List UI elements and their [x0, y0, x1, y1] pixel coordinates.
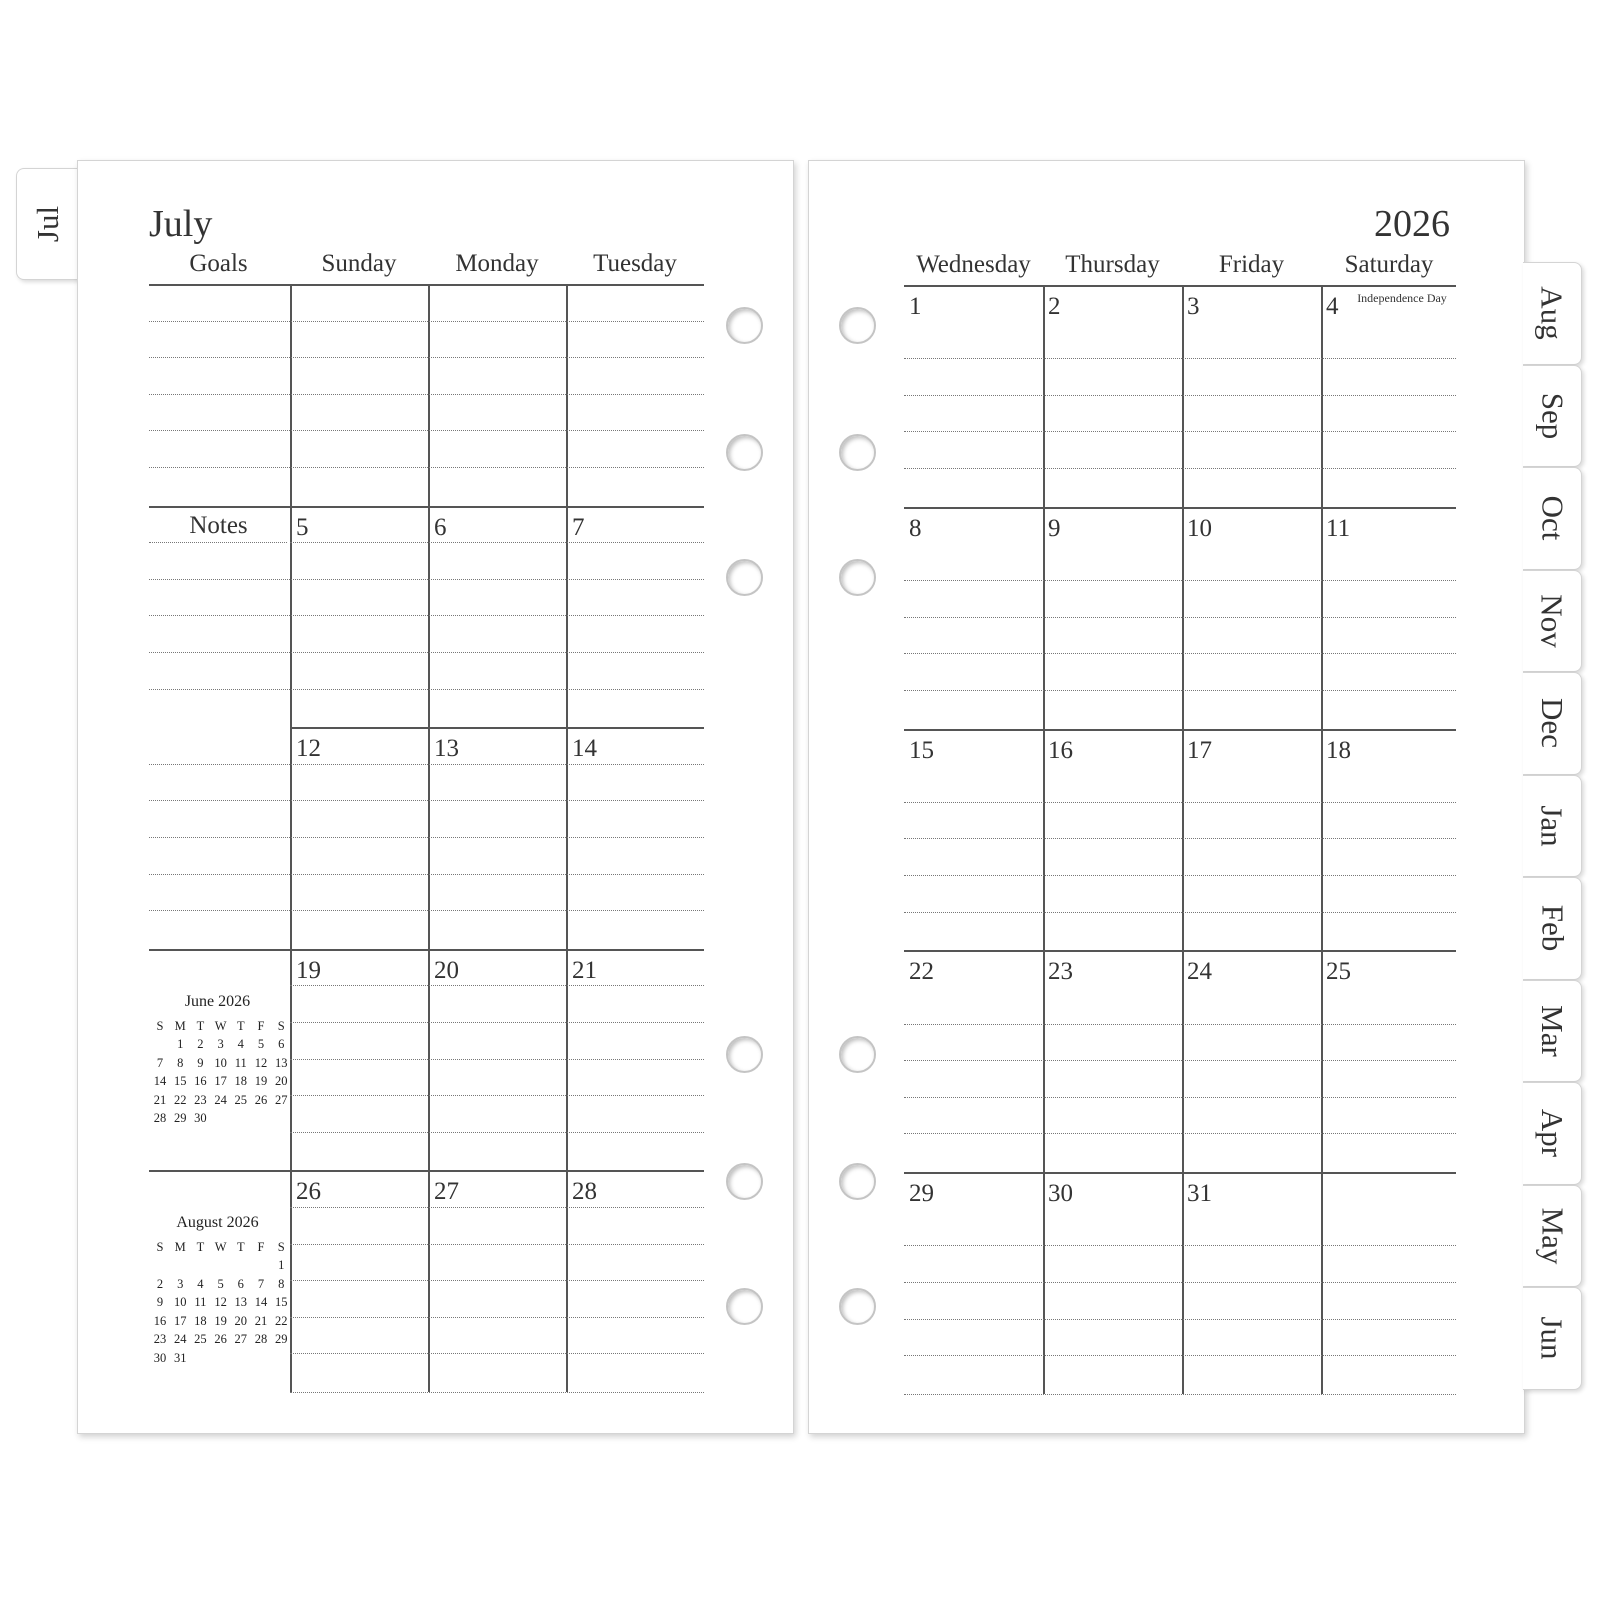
mini-day: 13: [234, 1295, 248, 1309]
day-number: 9: [1048, 514, 1061, 542]
day-number: 23: [1048, 958, 1073, 986]
mini-day: 7: [156, 1055, 164, 1070]
mini-day: 27: [274, 1092, 288, 1107]
mini-day: 26: [214, 1332, 227, 1346]
day-number: 10: [1187, 514, 1212, 542]
column-divider: [1182, 285, 1184, 1394]
mini-weekday-letter: T: [236, 1019, 245, 1033]
mini-weekday-letter: S: [277, 1240, 285, 1254]
mini-day: 31: [173, 1350, 187, 1365]
month-tab-label: Jan: [1534, 805, 1570, 847]
right-page: [808, 160, 1525, 1434]
month-tab-jan[interactable]: [1523, 775, 1582, 878]
column-header: Wednesday: [916, 251, 1031, 278]
month-tab-label: Nov: [1534, 594, 1570, 648]
writing-line: [904, 690, 1456, 691]
writing-line: [149, 764, 704, 765]
mini-day: 13: [274, 1055, 288, 1070]
binder-hole: [839, 1163, 876, 1200]
mini-day: 28: [254, 1332, 268, 1346]
column-divider: [1321, 285, 1323, 1394]
writing-line: [904, 838, 1456, 839]
mini-calendar-title: June 2026: [184, 993, 251, 1010]
week-rule: [149, 506, 704, 508]
column-header: Goals: [189, 250, 248, 277]
column-divider: [428, 284, 430, 1392]
writing-line: [290, 1392, 704, 1393]
mini-day: 25: [194, 1332, 207, 1346]
day-number: 18: [1326, 736, 1351, 764]
writing-line: [290, 542, 704, 543]
mini-weekday-letter: S: [156, 1240, 164, 1254]
mini-day: 9: [197, 1055, 204, 1070]
day-number: 19: [296, 956, 321, 984]
month-tab-label: Jun: [1534, 1316, 1570, 1360]
day-number: 12: [296, 735, 321, 763]
binder-hole: [726, 559, 763, 596]
mini-day: 23: [194, 1092, 207, 1107]
mini-day: 6: [237, 1276, 244, 1291]
mini-day: 24: [173, 1332, 187, 1346]
week-rule: [904, 950, 1456, 952]
mini-day: 4: [237, 1037, 244, 1051]
writing-line: [149, 652, 704, 653]
month-tab-may[interactable]: [1523, 1185, 1582, 1288]
month-tab-label: Mar: [1535, 1004, 1570, 1057]
writing-line: [904, 653, 1456, 654]
day-number: 6: [434, 513, 447, 541]
mini-day: 15: [274, 1295, 288, 1309]
writing-line: [290, 1059, 704, 1060]
binder-hole: [839, 307, 876, 344]
mini-weekday-letter: W: [214, 1240, 227, 1254]
writing-line: [149, 321, 704, 322]
month-tab-oct[interactable]: [1523, 467, 1582, 570]
mini-day: 18: [234, 1074, 248, 1088]
mini-day: 14: [254, 1295, 268, 1309]
column-header: Friday: [1218, 251, 1285, 278]
mini-day: 1: [177, 1037, 184, 1051]
week-rule: [904, 1172, 1456, 1174]
mini-day: 29: [173, 1111, 187, 1125]
day-number: 5: [296, 513, 309, 541]
mini-weekday-letter: T: [196, 1240, 205, 1254]
writing-line: [904, 1133, 1456, 1134]
mini-day: 22: [274, 1313, 288, 1328]
day-number: 21: [572, 956, 597, 984]
writing-line: [290, 1095, 704, 1096]
mini-day: 21: [254, 1313, 268, 1328]
mini-weekday-letter: M: [174, 1019, 186, 1033]
writing-line: [904, 431, 1456, 432]
week-rule: [149, 949, 704, 951]
day-number: 15: [909, 736, 934, 764]
mini-day: 30: [194, 1111, 207, 1125]
day-number: 20: [434, 956, 459, 984]
month-tab-label: May: [1534, 1207, 1570, 1265]
column-header: Tuesday: [593, 250, 677, 277]
binder-hole: [839, 1036, 876, 1073]
writing-line: [904, 912, 1456, 913]
mini-day: 23: [153, 1332, 167, 1346]
mini-day: 21: [153, 1092, 167, 1107]
writing-line: [149, 542, 287, 543]
writing-line: [149, 467, 704, 468]
mini-weekday-letter: W: [214, 1019, 227, 1033]
mini-weekday-letter: M: [174, 1240, 186, 1254]
day-number: 28: [572, 1178, 597, 1206]
mini-day: 9: [156, 1295, 164, 1309]
day-number: 22: [909, 958, 934, 986]
mini-weekday-letter: F: [257, 1019, 265, 1033]
day-number: 31: [1187, 1180, 1212, 1208]
mini-day: 29: [274, 1332, 288, 1346]
holiday-label: Independence Day: [1357, 291, 1447, 305]
writing-line: [149, 800, 704, 801]
writing-line: [904, 875, 1456, 876]
day-number: 25: [1326, 958, 1351, 986]
header-rule: [149, 284, 704, 286]
binder-hole: [839, 1288, 876, 1325]
mini-day: 27: [234, 1332, 248, 1346]
writing-line: [149, 910, 704, 911]
column-header: Thursday: [1065, 251, 1160, 278]
month-tab-label: Sep: [1535, 392, 1570, 439]
writing-line: [149, 394, 704, 395]
writing-line: [904, 1355, 1456, 1356]
mini-day: 16: [194, 1074, 207, 1088]
mini-day: 11: [234, 1055, 247, 1070]
writing-line: [149, 874, 704, 875]
mini-day: 11: [194, 1295, 207, 1309]
mini-day: 10: [173, 1295, 187, 1309]
mini-day: 17: [214, 1074, 227, 1088]
writing-line: [290, 1280, 704, 1281]
writing-line: [904, 1097, 1456, 1098]
week-rule: [904, 507, 1456, 509]
writing-line: [290, 1022, 704, 1023]
writing-line: [149, 615, 704, 616]
day-number: 11: [1326, 514, 1351, 542]
writing-line: [904, 395, 1456, 396]
binder-hole: [726, 1036, 763, 1073]
tab-jul[interactable]: [16, 168, 79, 280]
mini-day: 3: [177, 1276, 184, 1291]
mini-weekday-letter: S: [277, 1019, 285, 1033]
mini-weekday-letter: F: [257, 1240, 265, 1254]
mini-day: 5: [257, 1037, 265, 1051]
mini-day: 19: [254, 1074, 268, 1088]
month-tab-nov[interactable]: [1523, 570, 1582, 673]
writing-line: [149, 579, 704, 580]
writing-line: [904, 1394, 1456, 1395]
binder-hole: [839, 559, 876, 596]
day-number: 29: [909, 1180, 934, 1208]
day-number: 7: [572, 513, 585, 541]
binder-hole: [726, 1163, 763, 1200]
day-number: 26: [296, 1178, 321, 1206]
month-tab-mar[interactable]: [1523, 980, 1582, 1083]
writing-line: [904, 802, 1456, 803]
mini-day: 20: [234, 1313, 248, 1328]
mini-day: 4: [197, 1276, 204, 1291]
writing-line: [149, 837, 704, 838]
writing-line: [149, 430, 704, 431]
writing-line: [290, 1207, 704, 1208]
column-header: Saturday: [1344, 251, 1434, 278]
month-tab-label: Apr: [1535, 1109, 1570, 1158]
day-number: 4: [1326, 293, 1339, 320]
week-rule: [904, 729, 1456, 731]
week-rule: [290, 727, 704, 729]
day-number: 3: [1187, 293, 1200, 320]
month-tab-label: Dec: [1535, 698, 1570, 749]
mini-day: 2: [156, 1276, 164, 1291]
mini-calendar: [150, 993, 290, 1183]
writing-line: [149, 689, 704, 690]
notes-label: Notes: [189, 511, 248, 539]
mini-weekday-letter: T: [236, 1240, 245, 1254]
mini-day: 17: [173, 1313, 187, 1328]
mini-day: 14: [153, 1074, 167, 1088]
mini-day: 15: [173, 1074, 187, 1088]
writing-line: [904, 1024, 1456, 1025]
month-tab-jun[interactable]: [1523, 1287, 1582, 1390]
month-tab-aug[interactable]: [1523, 262, 1582, 365]
month-tab-label: Oct: [1534, 495, 1570, 541]
writing-line: [904, 468, 1456, 469]
binder-hole: [726, 307, 763, 344]
column-divider: [290, 284, 292, 1392]
writing-line: [290, 985, 704, 986]
month-tab-label: Feb: [1535, 905, 1570, 952]
mini-weekday-letter: S: [156, 1019, 164, 1033]
mini-day: 19: [214, 1313, 227, 1328]
mini-day: 6: [278, 1037, 285, 1051]
writing-line: [904, 617, 1456, 618]
mini-day: 24: [214, 1092, 227, 1107]
mini-day: 22: [173, 1092, 187, 1107]
binder-hole: [839, 434, 876, 471]
mini-day: 7: [257, 1276, 265, 1291]
day-number: 14: [572, 735, 597, 763]
mini-day: 20: [274, 1074, 288, 1088]
writing-line: [149, 357, 704, 358]
mini-day: 8: [278, 1276, 285, 1291]
column-header: Monday: [455, 250, 539, 277]
month-tab-dec[interactable]: [1523, 672, 1582, 775]
day-number: 17: [1187, 736, 1212, 764]
day-number: 1: [909, 293, 922, 320]
mini-day: 10: [214, 1055, 227, 1070]
header-rule: [904, 285, 1456, 287]
mini-day: 2: [197, 1037, 204, 1051]
day-number: 27: [434, 1178, 459, 1206]
mini-day: 18: [194, 1313, 207, 1328]
writing-line: [904, 358, 1456, 359]
day-number: 30: [1048, 1180, 1073, 1208]
month-tab-apr[interactable]: [1523, 1082, 1582, 1185]
mini-calendar: [150, 1214, 290, 1404]
writing-line: [904, 1319, 1456, 1320]
month-tab-label: Aug: [1534, 286, 1570, 340]
day-number: 8: [909, 514, 922, 542]
column-divider: [1043, 285, 1045, 1394]
column-header: Sunday: [321, 250, 397, 277]
writing-line: [290, 1244, 704, 1245]
writing-line: [904, 1282, 1456, 1283]
day-number: 13: [434, 735, 459, 763]
day-number: 24: [1187, 958, 1212, 986]
binder-hole: [726, 434, 763, 471]
writing-line: [904, 1245, 1456, 1246]
mini-day: 28: [153, 1111, 167, 1125]
writing-line: [290, 1317, 704, 1318]
year-title: 2026: [1374, 203, 1450, 245]
mini-day: 25: [234, 1092, 248, 1107]
writing-line: [290, 1353, 704, 1354]
mini-calendar-title: August 2026: [176, 1214, 259, 1231]
mini-day: 16: [153, 1313, 167, 1328]
writing-line: [904, 1060, 1456, 1061]
month-title: July: [149, 203, 213, 245]
month-tab-feb[interactable]: [1523, 877, 1582, 980]
writing-line: [904, 580, 1456, 581]
mini-day: 1: [278, 1258, 285, 1272]
binder-hole: [726, 1288, 763, 1325]
mini-day: 12: [214, 1295, 227, 1309]
day-number: 2: [1048, 293, 1061, 320]
mini-day: 8: [177, 1055, 184, 1070]
day-number: 16: [1048, 736, 1073, 764]
writing-line: [290, 1132, 704, 1133]
mini-day: 3: [217, 1037, 224, 1051]
mini-day: 12: [254, 1055, 268, 1070]
column-divider: [566, 284, 568, 1392]
mini-day: 5: [217, 1276, 224, 1291]
tab-jul-label: Jul: [30, 205, 65, 243]
mini-day: 26: [254, 1092, 268, 1107]
mini-day: 30: [153, 1350, 167, 1365]
mini-weekday-letter: T: [196, 1019, 205, 1033]
month-tab-sep[interactable]: [1523, 365, 1582, 468]
